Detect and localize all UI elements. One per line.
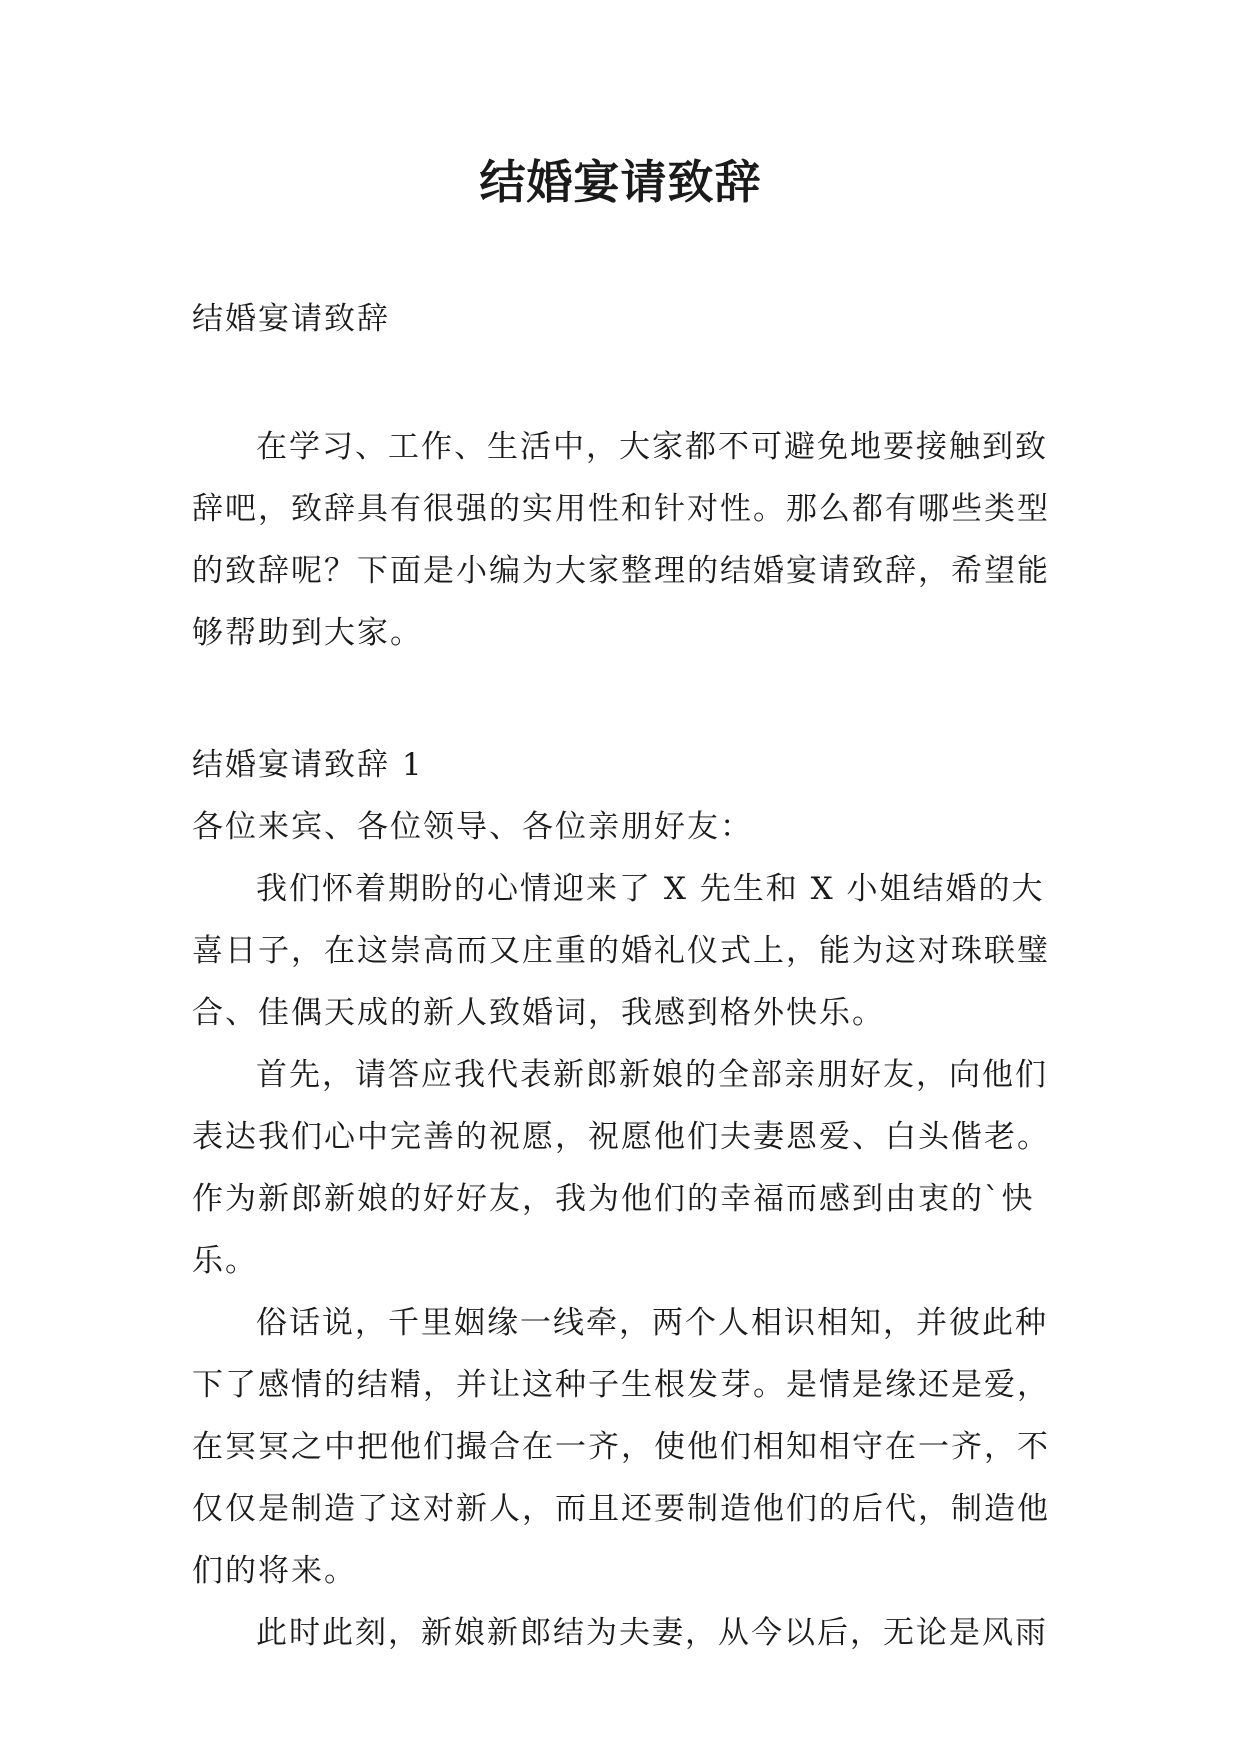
- intro-paragraph: 在学习、工作、生活中，大家都不可避免地要接触到致辞吧，致辞具有很强的实用性和针对性。那么都有哪些类型的致辞呢？下面是小编为大家整理的结婚宴请致辞，希望能够帮助到大家。: [192, 429, 1050, 651]
- document-body: [192, 288, 1054, 1664]
- body-paragraph: 首先，请答应我代表新郎新娘的全部亲朋好友，向他们表达我们心中完善的祝愿，祝愿他们夫妻恩爱、白头偕老。作为新郎新娘的好好友，我为他们的幸福而感到由衷的`快乐。: [192, 1057, 1050, 1279]
- body-paragraph: 我们怀着期盼的心情迎来了 X 先生和 X 小姐结婚的大喜日子，在这崇高而又庄重的婚礼仪式上，能为这对珠联璧合、佳偶天成的新人致婚词，我感到格外快乐。: [192, 871, 1050, 1031]
- document-title: 结婚宴请致辞: [479, 155, 762, 209]
- section-heading: 结婚宴请致辞 1: [192, 747, 424, 783]
- body-paragraph: 俗话说，千里姻缘一线牵，两个人相识相知，并彼此种下了感情的结精，并让这种子生根发芽。是情是缘还是爱，在冥冥之中把他们撮合在一齐，使他们相知相守在一齐，不仅仅是制造了这对新人，而且还要制造他们的后代，制造他们的将来。: [192, 1305, 1050, 1589]
- document-subtitle: 结婚宴请致辞: [192, 301, 390, 337]
- salutation: 各位来宾、各位领导、各位亲朋好友：: [192, 809, 753, 845]
- body-paragraph: 此时此刻，新娘新郎结为夫妻，从今以后，无论是风雨: [256, 1615, 1048, 1651]
